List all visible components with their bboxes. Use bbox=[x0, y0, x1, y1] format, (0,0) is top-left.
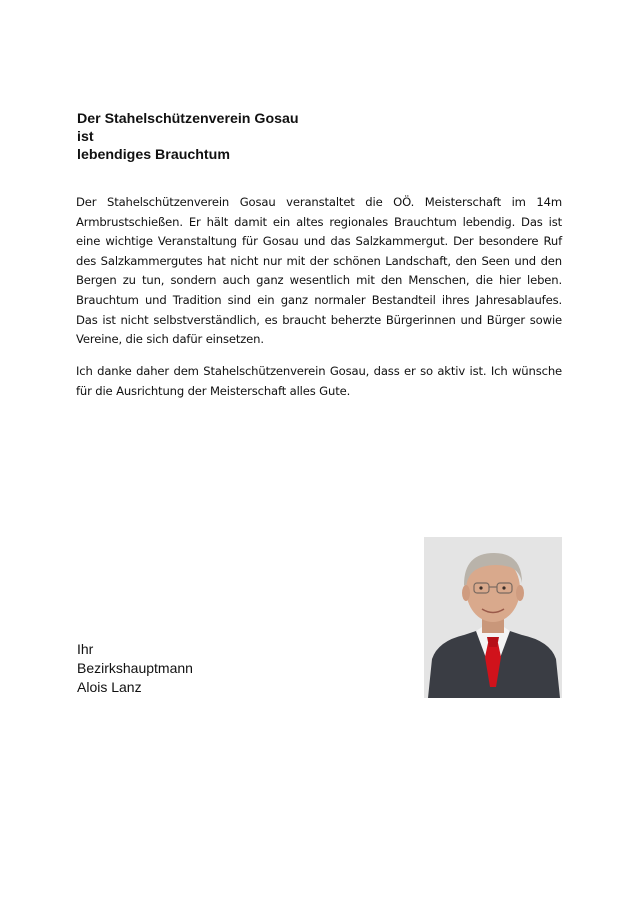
body-paragraph-2: Ich danke daher dem Stahelschützenverein Gosau, dass er so aktiv ist. Ich wünsche für die Ausrichtung der Meisterschaft alles Gute. bbox=[76, 364, 562, 398]
heading-line-3: lebendiges Brauchtum bbox=[77, 147, 230, 163]
signature-greeting: Ihr bbox=[77, 641, 94, 657]
signature-block bbox=[77, 640, 193, 697]
portrait-ear-left bbox=[462, 585, 470, 601]
portrait-photo bbox=[424, 537, 562, 698]
portrait-tie-knot bbox=[487, 637, 499, 647]
page-heading bbox=[77, 110, 299, 164]
heading-line-2: ist bbox=[77, 129, 94, 145]
signature-title: Bezirkshauptmann bbox=[77, 660, 193, 676]
portrait-eye-right bbox=[502, 586, 505, 589]
heading-line-1: Der Stahelschützenverein Gosau bbox=[77, 111, 299, 127]
body-paragraph-1: Der Stahelschützenverein Gosau veranstaltet die OÖ. Meisterschaft im 14m Armbrustschießen. Er hält damit ein altes regionales Brauchtum lebendig. Das ist eine wichtige Veranstaltung für Gosau und das Salzkammergut. Der besondere Ruf des Salzkammergutes hat nicht nur mit der schönen Landschaft, den Seen und den Bergen zu tun, sondern auch ganz wesentlich mit den Menschen, die hier leben. Brauchtum und Tradition sind ein ganz normaler Bestandteil ihres Jahresablaufes. Das ist nicht selbstverständlich, es braucht beherzte Bürgerinnen und Bürger sowie Vereine, die sich dafür einsetzen. bbox=[76, 195, 562, 347]
portrait-eye-left bbox=[479, 586, 482, 589]
portrait-ear-right bbox=[516, 585, 524, 601]
signature-name: Alois Lanz bbox=[77, 679, 142, 695]
